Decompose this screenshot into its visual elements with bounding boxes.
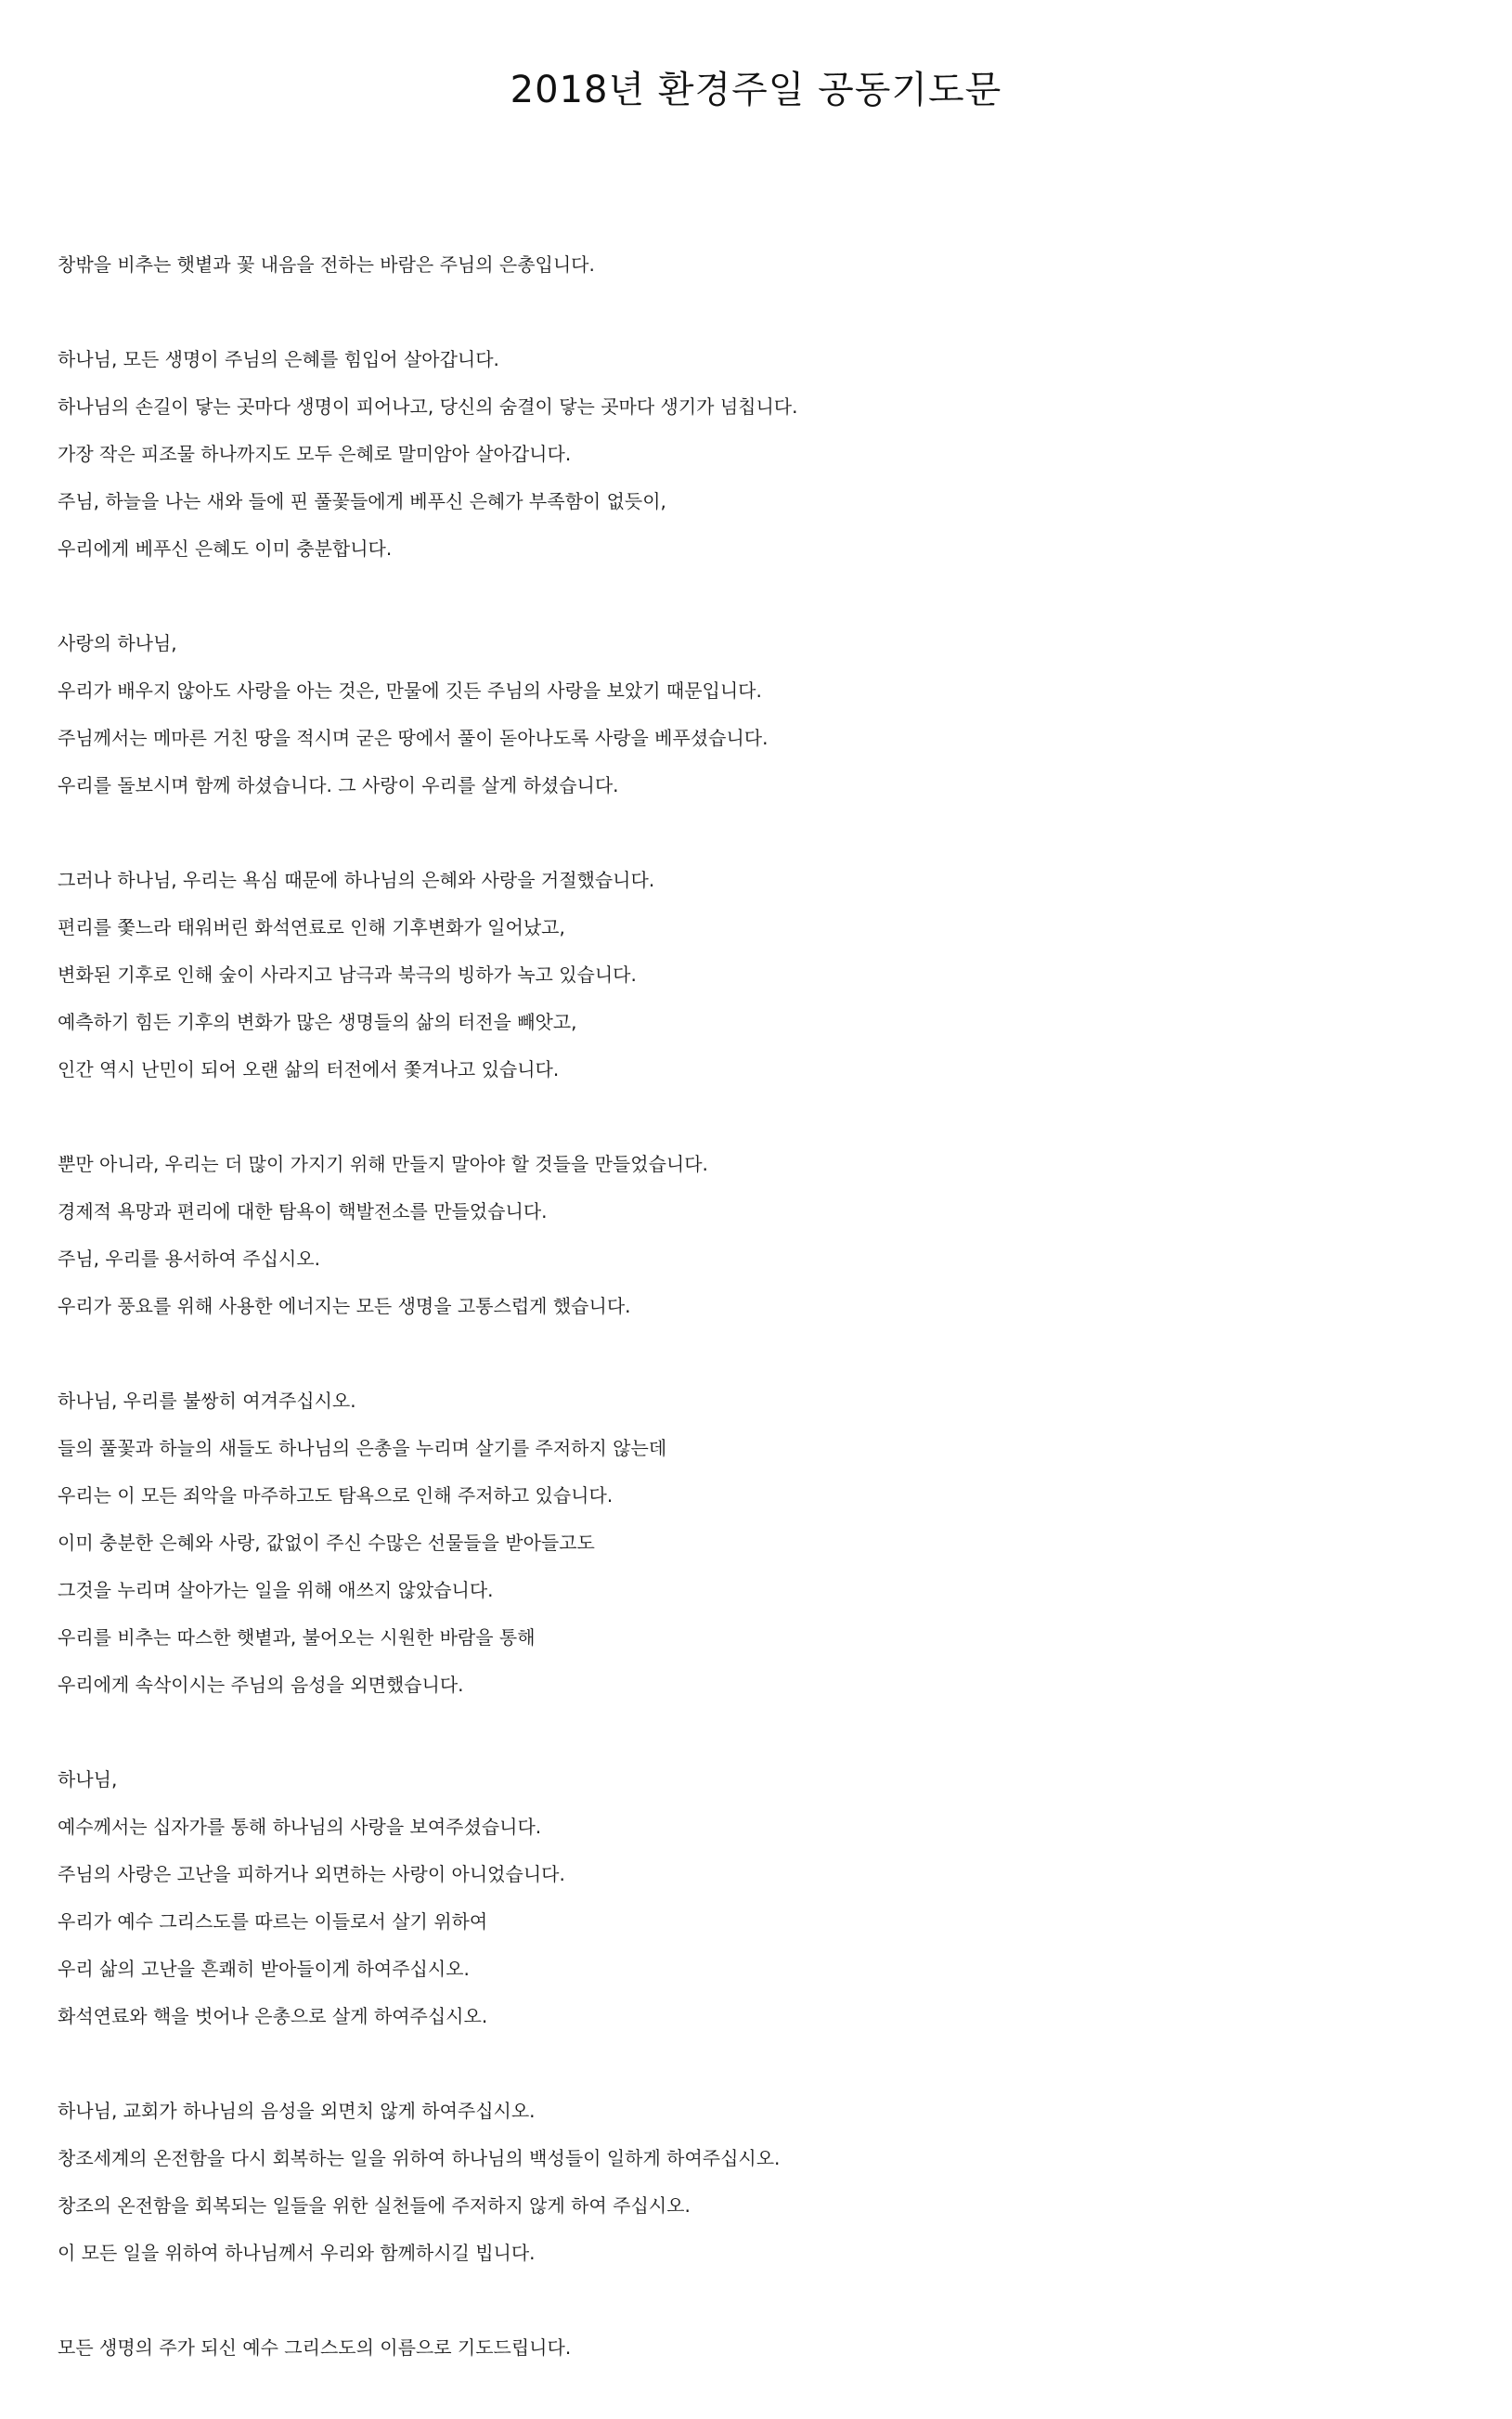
prayer-line: 우리를 비추는 따스한 햇볕과, 불어오는 시원한 바람을 통해 — [58, 1626, 536, 1649]
prayer-line: 하나님, 우리를 불쌍히 여겨주십시오. — [58, 1390, 356, 1412]
prayer-line: 이미 충분한 은혜와 사랑, 값없이 주신 수많은 선물들을 받아들고도 — [58, 1532, 595, 1554]
prayer-line: 하나님, 모든 생명이 주님의 은혜를 힘입어 살아갑니다. — [58, 348, 499, 370]
prayer-line: 화석연료와 핵을 벗어나 은총으로 살게 하여주십시오. — [58, 2005, 488, 2027]
prayer-line: 사랑의 하나님, — [58, 632, 177, 654]
prayer-line: 창밖을 비추는 햇볕과 꽃 내음을 전하는 바람은 주님의 은총입니다. — [58, 253, 595, 276]
prayer-line: 그러나 하나님, 우리는 욕심 때문에 하나님의 은혜와 사랑을 거절했습니다. — [58, 869, 655, 891]
prayer-line: 편리를 쫓느라 태워버린 화석연료로 인해 기후변화가 일어났고, — [58, 916, 565, 938]
prayer-line: 주님의 사랑은 고난을 피하거나 외면하는 사랑이 아니었습니다. — [58, 1863, 565, 1885]
prayer-paragraph — [58, 857, 1506, 1093]
prayer-line: 우리를 돌보시며 함께 하셨습니다. 그 사랑이 우리를 살게 하셨습니다. — [58, 774, 619, 796]
prayer-paragraph — [58, 241, 1506, 289]
prayer-paragraph — [58, 2088, 1506, 2277]
prayer-line: 예측하기 힘든 기후의 변화가 많은 생명들의 삶의 터전을 빼앗고, — [58, 1011, 577, 1033]
prayer-paragraph — [58, 2324, 1506, 2372]
prayer-line: 우리가 배우지 않아도 사랑을 아는 것은, 만물에 깃든 주님의 사랑을 보았기 때문입니다. — [58, 679, 762, 702]
prayer-line: 주님께서는 메마른 거친 땅을 적시며 굳은 땅에서 풀이 돋아나도록 사랑을 베푸셨습니다. — [58, 727, 769, 749]
prayer-line: 하나님의 손길이 닿는 곳마다 생명이 피어나고, 당신의 숨결이 닿는 곳마다 생기가 넘칩니다. — [58, 395, 798, 418]
prayer-line: 우리는 이 모든 죄악을 마주하고도 탐욕으로 인해 주저하고 있습니다. — [58, 1484, 614, 1507]
prayer-paragraph — [58, 336, 1506, 573]
prayer-paragraph — [58, 1378, 1506, 1709]
prayer-line: 들의 풀꽃과 하늘의 새들도 하나님의 은총을 누리며 살기를 주저하지 않는데 — [58, 1437, 667, 1459]
prayer-line: 주님, 하늘을 나는 새와 들에 핀 풀꽃들에게 베푸신 은혜가 부족함이 없듯이, — [58, 490, 666, 512]
prayer-line: 우리에게 속삭이시는 주님의 음성을 외면했습니다. — [58, 1674, 464, 1696]
prayer-line: 하나님, 교회가 하나님의 음성을 외면치 않게 하여주십시오. — [58, 2100, 536, 2122]
prayer-line: 창조세계의 온전함을 다시 회복하는 일을 위하여 하나님의 백성들이 일하게 하여주십시오. — [58, 2147, 781, 2169]
prayer-line: 그것을 누리며 살아가는 일을 위해 애쓰지 않았습니다. — [58, 1579, 494, 1601]
prayer-line: 경제적 욕망과 편리에 대한 탐욕이 핵발전소를 만들었습니다. — [58, 1200, 548, 1222]
prayer-line: 우리가 예수 그리스도를 따르는 이들로서 살기 위하여 — [58, 1910, 488, 1933]
prayer-line: 우리가 풍요를 위해 사용한 에너지는 모든 생명을 고통스럽게 했습니다. — [58, 1295, 631, 1317]
prayer-line: 가장 작은 피조물 하나까지도 모두 은혜로 말미암아 살아갑니다. — [58, 443, 572, 465]
prayer-paragraph — [58, 1141, 1506, 1330]
prayer-line: 뿐만 아니라, 우리는 더 많이 가지기 위해 만들지 말아야 할 것들을 만들었습니다. — [58, 1153, 708, 1175]
prayer-line: 주님, 우리를 용서하여 주십시오. — [58, 1248, 320, 1270]
prayer-line: 예수께서는 십자가를 통해 하나님의 사랑을 보여주셨습니다. — [58, 1816, 542, 1838]
prayer-line: 모든 생명의 주가 되신 예수 그리스도의 이름으로 기도드립니다. — [58, 2336, 572, 2359]
prayer-line: 하나님, — [58, 1768, 118, 1791]
prayer-line: 인간 역시 난민이 되어 오랜 삶의 터전에서 쫓겨나고 있습니다. — [58, 1058, 560, 1080]
prayer-line: 변화된 기후로 인해 숲이 사라지고 남극과 북극의 빙하가 녹고 있습니다. — [58, 964, 637, 986]
prayer-line: 이 모든 일을 위하여 하나님께서 우리와 함께하시길 빕니다. — [58, 2242, 536, 2264]
document-title: 2018년 환경주일 공동기도문 — [510, 69, 1002, 111]
prayer-line: 우리 삶의 고난을 흔쾌히 받아들이게 하여주십시오. — [58, 1958, 470, 1980]
prayer-line: 우리에게 베푸신 은혜도 이미 충분합니다. — [58, 537, 393, 560]
prayer-body — [58, 241, 1506, 2419]
prayer-paragraph — [58, 1756, 1506, 2040]
prayer-paragraph — [58, 620, 1506, 809]
prayer-line: 창조의 온전함을 회복되는 일들을 위한 실천들에 주저하지 않게 하여 주십시오. — [58, 2194, 691, 2217]
